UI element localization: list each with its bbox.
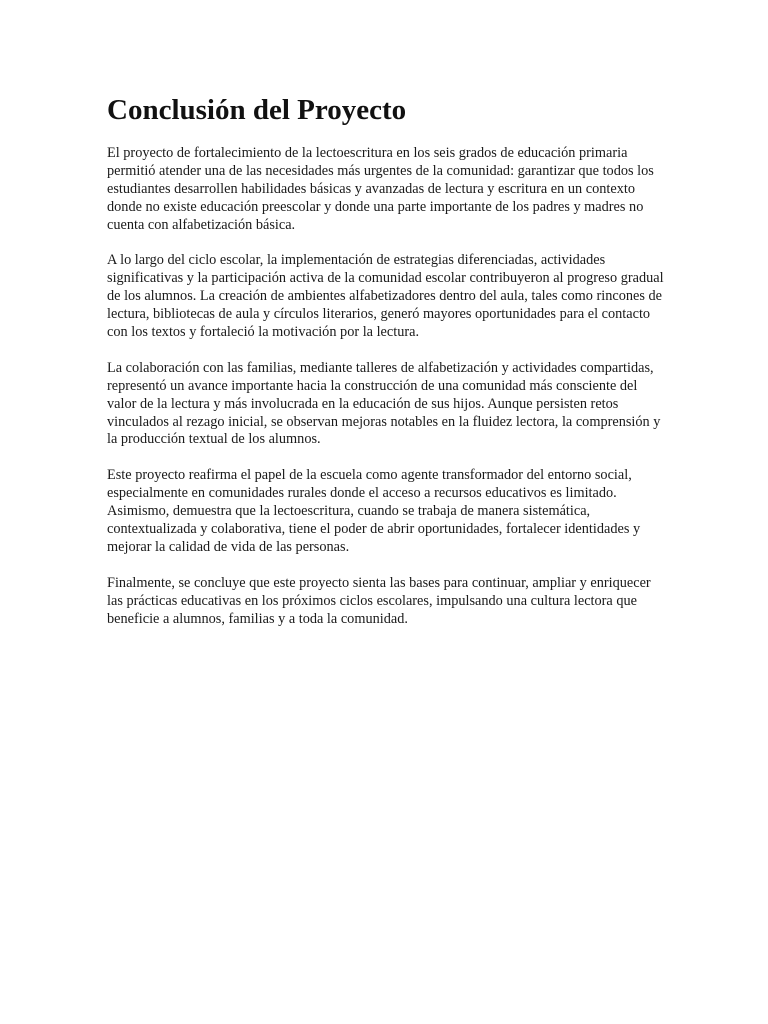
- paragraph-2: A lo largo del ciclo escolar, la implementación de estrategias diferenciadas, actividades significativas y la participación activa de la comunidad escolar contribuyeron al progreso gradual de los alumnos. La creación de ambientes alfabetizadores dentro del aula, tales como rincones de lectura, bibliotecas de aula y círculos literarios, generó mayores oportunidades para el contacto con los textos y fortaleció la motivación por la lectura.: [107, 252, 664, 341]
- paragraph-5: Finalmente, se concluye que este proyecto sienta las bases para continuar, ampliar y enriquecer las prácticas educativas en los próximos ciclos escolares, impulsando una cultura lectora que beneficie a alumnos, familias y a toda la comunidad.: [107, 574, 651, 627]
- paragraph-1: El proyecto de fortalecimiento de la lectoescritura en los seis grados de educación primaria permitió atender una de las necesidades más urgentes de la comunidad: garantizar que todos los estudiantes desarrollen habilidades básicas y avanzadas de lectura y escritura en un contexto donde no existe educación preescolar y donde una parte importante de los padres y madres no cuenta con alfabetización básica.: [107, 145, 654, 233]
- document-title: Conclusión del Proyecto: [107, 94, 407, 126]
- paragraph-4: Este proyecto reafirma el papel de la escuela como agente transformador del entorno social, especialmente en comunidades rurales donde el acceso a recursos educativos es limitado. Asimismo, demuestra que la lectoescritura, cuando se trabaja de manera sistemática, contextualizada y colaborativa, tiene el poder de abrir oportunidades, fortalecer identidades y mejorar la calidad de vida de las personas.: [107, 467, 641, 555]
- paragraph-3: La colaboración con las familias, mediante talleres de alfabetización y actividades compartidas, representó un avance importante hacia la construcción de una comunidad más consciente del valor de la lectura y más involucrada en la educación de sus hijos. Aunque persisten retos vinculados al rezago inicial, se observan mejoras notables en la fluidez lectora, la comprensión y la producción textual de los alumnos.: [107, 359, 661, 448]
